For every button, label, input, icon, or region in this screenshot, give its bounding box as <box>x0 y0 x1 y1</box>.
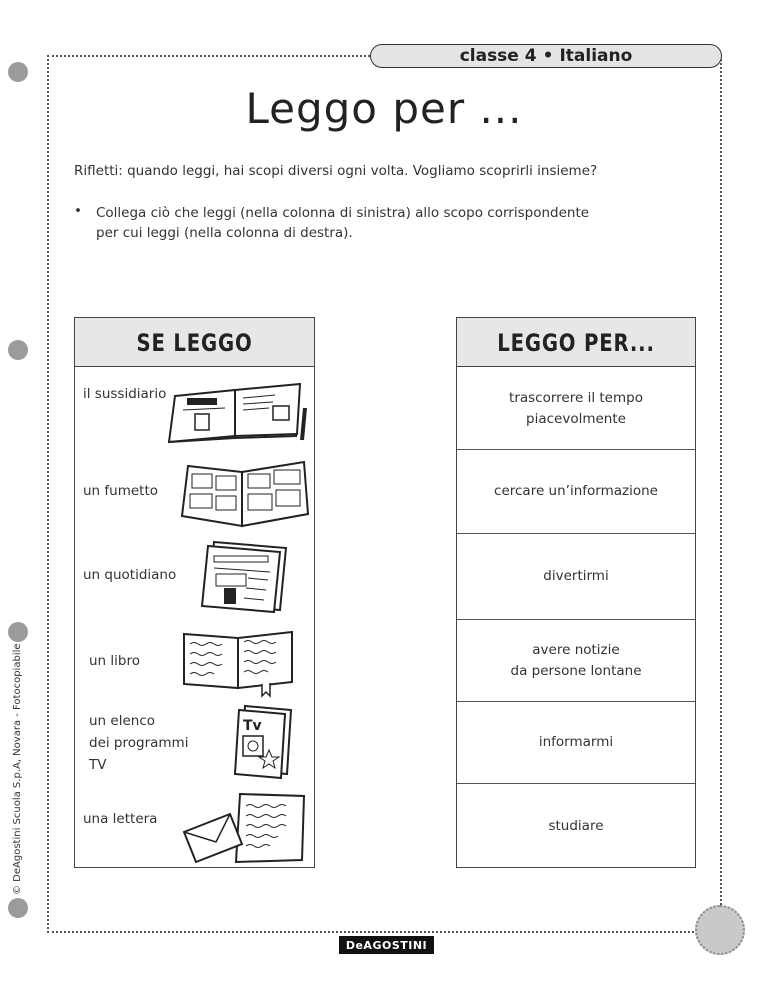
list-item[interactable] <box>75 788 314 868</box>
instruction-line: Collega ciò che leggi (nella colonna di sinistra) allo scopo corrispondente <box>96 205 590 221</box>
svg-text:Tv: Tv <box>243 718 262 734</box>
textbook-icon <box>165 376 310 446</box>
copyright-credit: © DeAgostini Scuola S.p.A, Novara - Fotocopiabile <box>12 643 23 895</box>
item-label: un libro <box>89 653 140 669</box>
instruction-text <box>96 203 589 243</box>
binder-hole <box>8 622 28 642</box>
purpose-line: piacevolmente <box>526 410 626 427</box>
binder-hole <box>8 62 28 82</box>
tv-guide-icon <box>233 704 295 780</box>
book-icon <box>180 628 298 698</box>
purpose-line: avere notizie <box>532 641 620 658</box>
leggo-per-header: LEGGO PER... <box>478 318 673 367</box>
list-item[interactable] <box>75 368 314 450</box>
item-label: il sussidiario <box>83 386 167 402</box>
item-label: un quotidiano <box>83 567 177 583</box>
purpose-line: trascorrere il tempo <box>509 389 643 406</box>
newspaper-icon <box>200 538 292 614</box>
instruction <box>74 203 694 243</box>
intro-text: Rifletti: quando leggi, hai scopi diversi ogni volta. Vogliamo scoprirli insieme? <box>74 163 598 179</box>
se-leggo-table <box>74 317 315 868</box>
instruction-line: per cui leggi (nella colonna di destra). <box>96 225 353 241</box>
purpose-line: studiare <box>548 817 604 834</box>
list-item[interactable] <box>75 698 314 788</box>
list-item[interactable] <box>75 450 314 534</box>
leggo-per-table <box>456 317 696 868</box>
subject-label: Italiano <box>559 46 633 66</box>
list-item[interactable] <box>75 618 314 698</box>
se-leggo-header: SE LEGGO <box>97 318 293 367</box>
letter-icon <box>180 790 310 866</box>
purpose-item[interactable] <box>457 534 695 620</box>
item-label: un fumetto <box>83 483 159 499</box>
comic-icon <box>180 456 310 528</box>
purpose-item[interactable] <box>457 702 695 784</box>
class-label: classe 4 <box>459 46 537 66</box>
item-label: un elenco dei programmi TV <box>89 713 189 773</box>
sun-decoration <box>695 905 745 955</box>
purpose-item[interactable] <box>457 450 695 534</box>
binder-hole <box>8 340 28 360</box>
page-title: Leggo per ... <box>245 84 523 133</box>
purpose-line: informarmi <box>538 734 614 750</box>
publisher-logo: DeAGOSTINI <box>339 936 434 954</box>
purpose-item[interactable] <box>457 620 695 702</box>
purpose-item[interactable] <box>457 784 695 868</box>
purpose-line: da persone lontane <box>510 662 642 679</box>
item-label: una lettera <box>83 811 158 827</box>
purpose-item[interactable] <box>457 368 695 450</box>
class-tab <box>370 44 722 68</box>
bullet: • <box>74 203 82 219</box>
separator-dot: • <box>542 46 554 66</box>
purpose-line: cercare un’informazione <box>494 483 658 499</box>
binder-hole <box>8 898 28 918</box>
list-item[interactable] <box>75 534 314 618</box>
purpose-line: divertirmi <box>543 568 609 584</box>
